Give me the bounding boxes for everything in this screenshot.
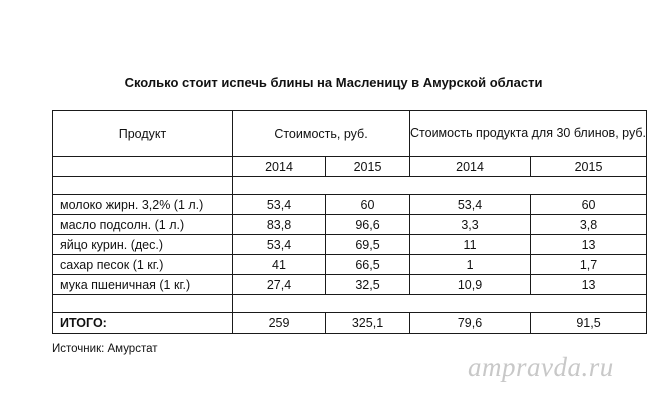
product-cell: мука пшеничная (1 кг.) [53,275,233,295]
table-row [53,195,647,215]
table-row [53,255,647,275]
empty-cell [233,295,647,313]
value-cell: 13 [531,235,647,255]
value-cell: 3,3 [410,215,531,235]
header-row [53,111,647,157]
price-table [52,110,647,334]
value-cell: 27,4 [233,275,326,295]
product-cell: молоко жирн. 3,2% (1 л.) [53,195,233,215]
year-cell: 2015 [531,157,647,177]
total-label: ИТОГО: [53,313,233,334]
page-title: Сколько стоит испечь блины на Масленицу в Амурской области [124,75,543,90]
total-cell: 259 [233,313,326,334]
value-cell: 60 [326,195,410,215]
value-cell: 69,5 [326,235,410,255]
value-cell: 1 [410,255,531,275]
value-cell: 32,5 [326,275,410,295]
value-cell: 10,9 [410,275,531,295]
product-cell: яйцо курин. (дес.) [53,235,233,255]
product-cell: масло подсолн. (1 л.) [53,215,233,235]
spacer-row [53,177,647,195]
total-cell: 325,1 [326,313,410,334]
value-cell: 53,4 [233,235,326,255]
product-cell: сахар песок (1 кг.) [53,255,233,275]
watermark: ampravda.ru [468,352,614,382]
value-cell: 66,5 [326,255,410,275]
value-cell: 53,4 [410,195,531,215]
value-cell: 53,4 [233,195,326,215]
spacer-row [53,295,647,313]
source-note: Источник: Амурстат [52,343,158,355]
value-cell: 13 [531,275,647,295]
empty-cell [53,295,233,313]
years-row [53,157,647,177]
year-cell: 2015 [326,157,410,177]
total-row [53,313,647,334]
empty-cell [53,157,233,177]
value-cell: 11 [410,235,531,255]
total-cell: 79,6 [410,313,531,334]
year-cell: 2014 [410,157,531,177]
value-cell: 60 [531,195,647,215]
table-row [53,215,647,235]
value-cell: 3,8 [531,215,647,235]
header-cost: Стоимость, руб. [233,111,410,157]
value-cell: 41 [233,255,326,275]
table-row [53,275,647,295]
header-product: Продукт [53,111,233,157]
empty-cell [53,177,233,195]
value-cell: 1,7 [531,255,647,275]
table-row [53,235,647,255]
empty-cell [233,177,647,195]
year-cell: 2014 [233,157,326,177]
header-cost30: Стоимость продукта для 30 блинов, руб. [410,111,647,157]
value-cell: 83,8 [233,215,326,235]
value-cell: 96,6 [326,215,410,235]
total-cell: 91,5 [531,313,647,334]
